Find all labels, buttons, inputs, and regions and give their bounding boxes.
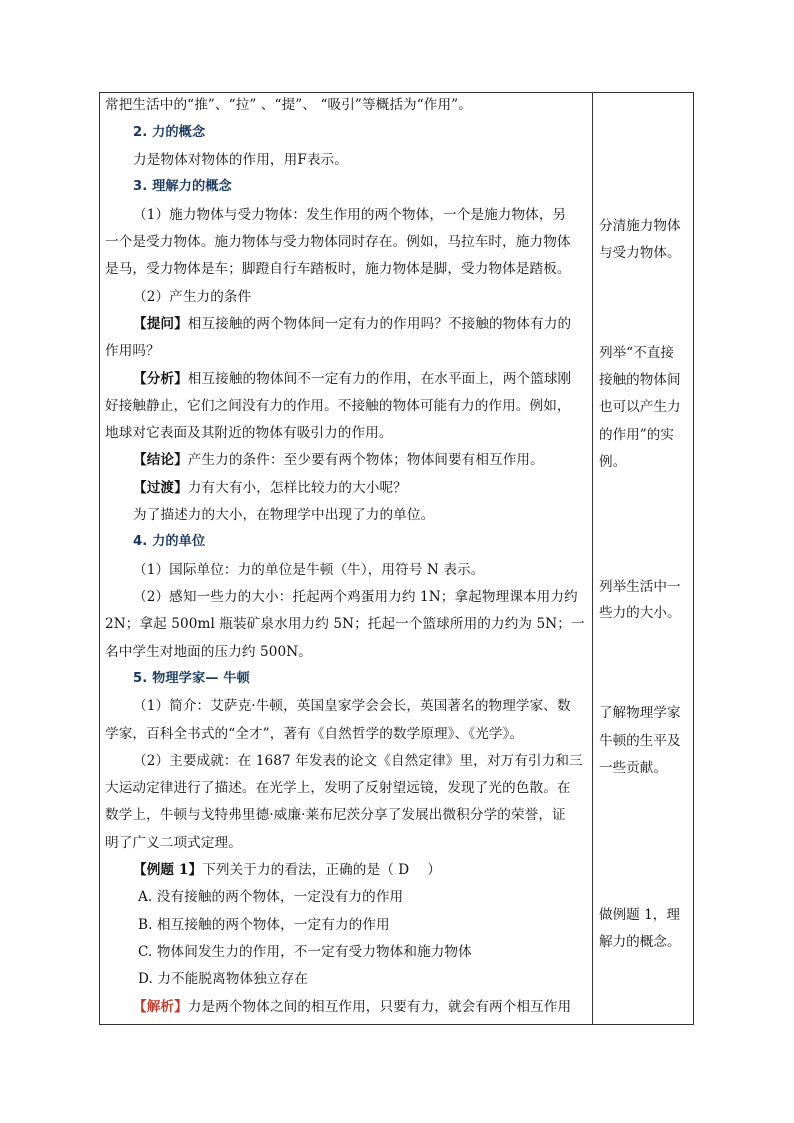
side-note: 列举“不直接 bbox=[599, 345, 674, 361]
newton-line: 学家，百科全书式的“全才”，著有《自然哲学的数学原理》、《光学》。 bbox=[105, 726, 524, 742]
side-note: 也可以产生力 bbox=[599, 399, 681, 415]
side-note: 些力的大小。 bbox=[599, 605, 681, 621]
transition-text: 力有大有小，怎样比较力的大小呢？ bbox=[187, 480, 407, 496]
newton-line: 数学上，牛顿与戈特弗里德·威廉·莱布尼茨分享了发展出微积分学的荣誉，证 bbox=[105, 807, 566, 823]
side-note: 的作用”的实 bbox=[599, 427, 674, 443]
newton-line: （1）简介：艾萨克·牛顿，英国皇家学会会长，英国著名的物理学家、数 bbox=[133, 698, 571, 714]
newton-line: （2）主要成就：在 1687 年发表的论文《自然定律》里，对万有引力和三 bbox=[133, 753, 583, 769]
analysis-text: 相互接触的物体间不一定有力的作用，在水平面上，两个篮球刚 bbox=[187, 371, 572, 387]
analysis-line-2: 好接触静止，它们之间没有力的作用。不接触的物体可能有力的作用。例如， bbox=[105, 398, 571, 414]
analysis-line-3: 地球对它表面及其附近的物体有吸引力的作用。 bbox=[105, 425, 393, 441]
unit-line: （1）国际单位：力的单位是牛顿（牛），用符号 N 表示。 bbox=[133, 562, 485, 578]
unit-line: 2N；拿起 500ml 瓶装矿泉水用力约 5N；托起一个篮球所用的力约为 5N；一 bbox=[105, 616, 585, 632]
question-line bbox=[133, 315, 571, 333]
heading-newton: 5. 物理学家— 牛顿 bbox=[133, 671, 250, 686]
example-text: 下列关于力的看法，正确的是（ D ） bbox=[202, 862, 442, 878]
unit-line: 名中学生对地面的压力约 500N。 bbox=[105, 644, 312, 660]
option-c: C. 物体间发生力的作用，不一定有受力物体和施力物体 bbox=[138, 944, 472, 960]
paragraph-line: 是马，受力物体是车；脚蹬自行车踏板时，施力物体是脚，受力物体是踏板。 bbox=[105, 261, 571, 277]
side-note: 例。 bbox=[599, 454, 627, 470]
side-note: 牛顿的生平及 bbox=[599, 733, 681, 749]
column-divider bbox=[592, 93, 593, 1024]
analysis-tag: 【分析】 bbox=[133, 371, 188, 387]
definition-text: 力是物体对物体的作用，用F表示。 bbox=[133, 152, 348, 168]
question-line-2: 作用吗？ bbox=[105, 343, 160, 359]
solution-text: 力是两个物体之间的相互作用，只要有力，就会有两个相互作用 bbox=[187, 999, 572, 1015]
option-a: A. 没有接触的两个物体，一定没有力的作用 bbox=[138, 889, 404, 905]
paragraph-line: 一个是受力物体。施力物体与受力物体同时存在。例如，马拉车时，施力物体 bbox=[105, 234, 571, 250]
side-note: 了解物理学家 bbox=[599, 705, 681, 721]
side-note: 做例题 1，理 bbox=[599, 907, 680, 923]
intro-text: 常把生活中的“推”、“拉” 、“提”、 “吸引”等概括为“作用”。 bbox=[105, 97, 472, 113]
solution-line bbox=[133, 998, 571, 1016]
newton-line: 大运动定律进行了描述。在光学上，发明了反射望远镜，发现了光的色散。在 bbox=[105, 780, 571, 796]
side-note: 分清施力物体 bbox=[599, 218, 681, 234]
transition-line bbox=[133, 479, 407, 497]
solution-tag: 【解析】 bbox=[133, 999, 188, 1015]
heading-concept: 2. 力的概念 bbox=[133, 125, 206, 140]
analysis-line bbox=[133, 370, 571, 388]
newton-line: 明了广义二项式定理。 bbox=[105, 835, 242, 851]
heading-unit: 4. 力的单位 bbox=[133, 534, 206, 549]
question-tag: 【提问】 bbox=[133, 316, 188, 332]
transition-line-2: 为了描述力的大小，在物理学中出现了力的单位。 bbox=[133, 507, 435, 523]
example-question bbox=[133, 861, 441, 879]
transition-tag: 【过渡】 bbox=[133, 480, 188, 496]
side-note: 接触的物体间 bbox=[599, 372, 681, 388]
side-note: 解力的概念。 bbox=[599, 934, 681, 950]
side-note: 一些贡献。 bbox=[599, 760, 667, 776]
conclusion-tag: 【结论】 bbox=[133, 452, 188, 468]
lesson-table bbox=[99, 92, 694, 1025]
paragraph-line: （1）施力物体与受力物体：发生作用的两个物体，一个是施力物体，另 bbox=[133, 207, 567, 223]
unit-line: （2）感知一些力的大小：托起两个鸡蛋用力约 1N；拿起物理课本用力约 bbox=[133, 589, 578, 605]
example-tag: 【例题 1】 bbox=[133, 862, 203, 878]
heading-understand: 3. 理解力的概念 bbox=[133, 179, 232, 194]
side-note: 列举生活中一 bbox=[599, 579, 681, 595]
question-text: 相互接触的两个物体间一定有力的作用吗？不接触的物体有力的 bbox=[187, 316, 572, 332]
conclusion-text: 产生力的条件：至少要有两个物体；物体间要有相互作用。 bbox=[187, 452, 544, 468]
side-note: 与受力物体。 bbox=[599, 245, 681, 261]
option-b: B. 相互接触的两个物体，一定有力的作用 bbox=[138, 917, 390, 933]
conclusion-line bbox=[133, 451, 544, 469]
option-d: D. 力不能脱离物体独立存在 bbox=[138, 971, 308, 987]
paragraph-line: （2）产生力的条件 bbox=[133, 289, 252, 305]
